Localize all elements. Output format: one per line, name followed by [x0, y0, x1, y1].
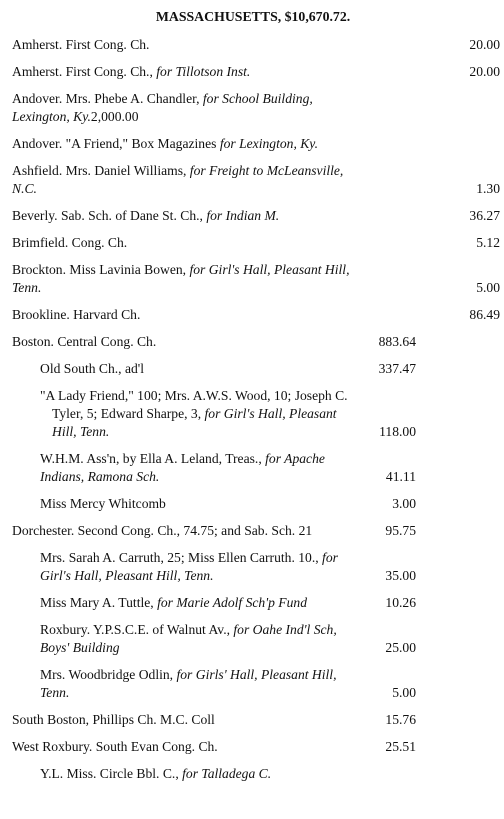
entry-text: South Boston, Phillips Ch. M.C. Coll	[12, 712, 215, 727]
entry-total-amount	[416, 405, 500, 450]
table-row	[12, 405, 500, 450]
entry-text: Ashfield. Mrs. Daniel Williams, for Freight to McLeansville, N.C.	[12, 163, 344, 196]
entry-total-amount	[416, 495, 500, 522]
entry-sub-amount: 883.64	[378, 334, 416, 349]
entry-sub-amount	[360, 261, 416, 306]
entry-sub-amount	[360, 207, 416, 234]
table-row	[12, 738, 500, 765]
table-row	[12, 522, 500, 549]
entry-sub-amount	[360, 36, 416, 63]
entry-note: for Girl's Hall, Pleasant Hill, Tenn.	[40, 550, 338, 583]
entry-note: for Girl's Hall, Pleasant Hill, Tenn.	[12, 262, 350, 295]
entry-total-amount	[416, 135, 500, 162]
entry-sub-amount	[360, 387, 416, 405]
entry-sub-amount: 3.00	[392, 496, 416, 511]
entry-total-amount	[416, 594, 500, 621]
entry-sub-amount: 15.76	[385, 712, 416, 727]
entry-text: "A Lady Friend," 100; Mrs. A.W.S. Wood, 10; Joseph C.	[40, 388, 348, 403]
entry-sub-amount: 337.47	[378, 361, 416, 376]
table-row	[12, 135, 500, 162]
entry-total-amount: 5.00	[476, 280, 500, 295]
entry-sub-amount: 25.00	[385, 640, 416, 655]
entry-note: for Freight to McLeansville, N.C.	[12, 163, 344, 196]
entry-text: W.H.M. Ass'n, by Ella A. Leland, Treas., for Apache Indians, Ramona Sch.	[40, 451, 325, 484]
entry-note: for Oahe Ind'l Sch, Boys' Building	[40, 622, 337, 655]
entry-text: Brockton. Miss Lavinia Bowen, for Girl's Hall, Pleasant Hill, Tenn.	[12, 262, 350, 295]
contributions-table	[12, 36, 500, 792]
entry-sub-amount	[360, 90, 416, 135]
entry-total-amount	[416, 522, 500, 549]
entry-total-amount	[416, 711, 500, 738]
entry-total-amount	[416, 333, 500, 360]
entry-text: Tyler, 5; Edward Sharpe, 3, for Girl's Hall, Pleasant Hill, Tenn.	[52, 406, 337, 439]
entry-total-amount: 5.12	[476, 235, 500, 250]
entry-sub-amount	[360, 234, 416, 261]
entry-total-amount	[416, 666, 500, 711]
entry-sub-amount: 118.00	[379, 424, 416, 439]
table-row	[12, 333, 500, 360]
entry-total-amount	[416, 360, 500, 387]
page-title: MASSACHUSETTS, $10,670.72.	[155, 9, 351, 24]
entry-text: Beverly. Sab. Sch. of Dane St. Ch., for Indian M.	[12, 208, 280, 223]
entry-sub-amount	[360, 765, 416, 792]
entry-sub-amount	[360, 306, 416, 333]
entry-text: Roxbury. Y.P.S.C.E. of Walnut Av., for Oahe Ind'l Sch, Boys' Building	[40, 622, 337, 655]
entry-total-amount	[416, 90, 500, 135]
table-row	[12, 387, 500, 405]
entry-text: Amherst. First Cong. Ch.	[12, 37, 150, 52]
entry-note: for Apache Indians, Ramona Sch.	[40, 451, 325, 484]
entry-text: Mrs. Woodbridge Odlin, for Girls' Hall, Pleasant Hill, Tenn.	[40, 667, 337, 700]
entry-text: Mrs. Sarah A. Carruth, 25; Miss Ellen Carruth. 10., for Girl's Hall, Pleasant Hill, Tenn.	[40, 550, 338, 583]
table-row	[12, 621, 500, 666]
table-row	[12, 765, 500, 792]
entry-total-amount: 1.30	[476, 181, 500, 196]
entry-text: Boston. Central Cong. Ch.	[12, 334, 157, 349]
entry-text: Miss Mercy Whitcomb	[40, 496, 166, 511]
entry-sub-amount: 5.00	[392, 685, 416, 700]
entry-total-amount	[416, 549, 500, 594]
entry-total-amount: 20.00	[469, 37, 500, 52]
entry-note: for School Building, Lexington, Ky.	[12, 91, 313, 124]
table-row	[12, 666, 500, 711]
entry-text: Andover. "A Friend," Box Magazines for Lexington, Ky.	[12, 136, 318, 151]
entry-sub-amount	[360, 63, 416, 90]
entry-text: Brookline. Harvard Ch.	[12, 307, 141, 322]
table-row	[12, 495, 500, 522]
entry-sub-amount: 95.75	[385, 523, 416, 538]
table-row	[12, 207, 500, 234]
entry-text: Brimfield. Cong. Ch.	[12, 235, 128, 250]
table-row	[12, 234, 500, 261]
entry-text: Dorchester. Second Cong. Ch., 74.75; and Sab. Sch. 21	[12, 523, 313, 538]
entry-total-amount	[416, 765, 500, 792]
entry-sub-amount	[360, 162, 416, 207]
entry-sub-amount: 41.11	[385, 469, 416, 484]
entry-total-amount	[416, 621, 500, 666]
entry-total-amount	[416, 738, 500, 765]
table-row	[12, 360, 500, 387]
entry-total-amount: 20.00	[469, 64, 500, 79]
table-row	[12, 306, 500, 333]
entry-note: for Talladega C.	[182, 766, 272, 781]
table-row	[12, 36, 500, 63]
entry-note: for Lexington, Ky.	[219, 136, 318, 151]
entry-inline-amount: 2,000.00	[90, 109, 139, 124]
entry-note: for Girl's Hall, Pleasant Hill, Tenn.	[52, 406, 337, 439]
table-row	[12, 261, 500, 306]
table-row	[12, 711, 500, 738]
entry-sub-amount	[360, 135, 416, 162]
entry-text: Amherst. First Cong. Ch., for Tillotson Inst.	[12, 64, 251, 79]
entry-note: for Indian M.	[206, 208, 280, 223]
entry-sub-amount: 25.51	[385, 739, 416, 754]
entry-note: for Girls' Hall, Pleasant Hill, Tenn.	[40, 667, 337, 700]
table-row	[12, 450, 500, 495]
entry-text: Old South Ch., ad'l	[40, 361, 145, 376]
entry-total-amount	[416, 450, 500, 495]
entry-text: Andover. Mrs. Phebe A. Chandler, for School Building, Lexington, Ky.2,000.00	[12, 91, 313, 124]
entry-text: Y.L. Miss. Circle Bbl. C., for Talladega C.	[40, 766, 272, 781]
entry-sub-amount: 10.26	[385, 595, 416, 610]
entry-total-amount	[416, 387, 500, 405]
table-row	[12, 90, 500, 135]
entry-total-amount: 36.27	[469, 208, 500, 223]
table-row	[12, 162, 500, 207]
table-row	[12, 63, 500, 90]
entry-text: West Roxbury. South Evan Cong. Ch.	[12, 739, 218, 754]
entry-text: Miss Mary A. Tuttle, for Marie Adolf Sch'p Fund	[40, 595, 308, 610]
entry-total-amount: 86.49	[469, 307, 500, 322]
table-row	[12, 549, 500, 594]
table-row	[12, 594, 500, 621]
entry-sub-amount: 35.00	[385, 568, 416, 583]
entry-note: for Tillotson Inst.	[156, 64, 251, 79]
entry-note: for Marie Adolf Sch'p Fund	[157, 595, 308, 610]
